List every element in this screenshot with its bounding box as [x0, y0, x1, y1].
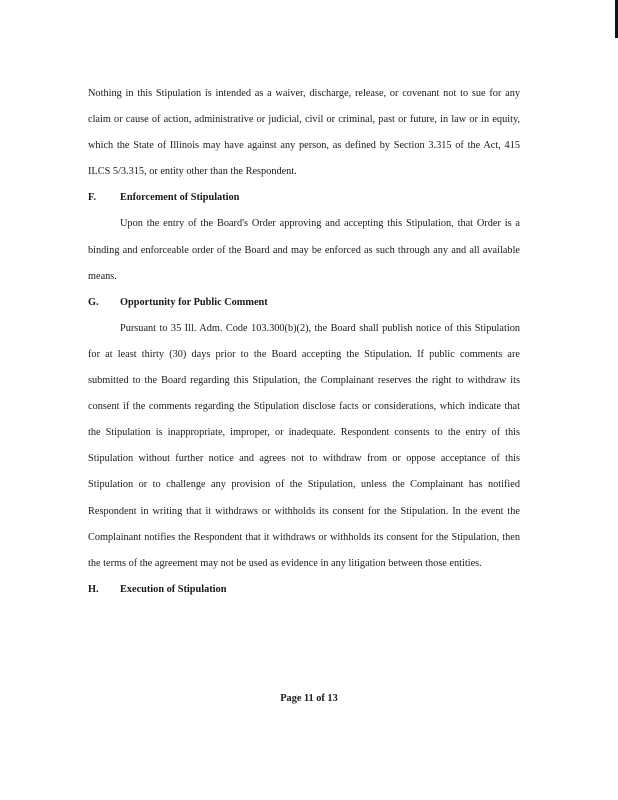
page-number: Page 11 of 13	[280, 693, 338, 704]
intro-paragraph: Nothing in this Stipulation is intended as a waiver, discharge, release, or covenant not to sue for any claim or cause of action, administrative or judicial, civil or criminal, past or future, in law or in equity, which the State of Illinois may have against any person, as defined by Section 3.315 of the Act, 415 ILCS 5/3.315, or entity other than the Respondent.	[88, 88, 520, 178]
section-f-title: Enforcement of Stipulation	[120, 192, 240, 204]
section-h-letter: H.	[88, 583, 99, 595]
section-f-body: Upon the entry of the Board's Order approving and accepting this Stipulation, that Order is a binding and enforceable order of the Board and may be enforced as such through any and all available means.	[88, 218, 520, 282]
section-g-letter: G.	[88, 296, 99, 308]
section-h-heading	[88, 577, 520, 603]
section-f-heading	[88, 185, 520, 211]
section-g-body: Pursuant to 35 Ill. Adm. Code 103.300(b)(2), the Board shall publish notice of this Stipulation for at least thirty (30) days prior to the Board accepting the Stipulation. If public comments are submitted to the Board regarding this Stipulation, the Complainant reserves the right to withdraw its consent if the comments regarding the Stipulation disclose facts or considerations, which indicate that the Stipulation is inappropriate, improper, or inadequate. Respondent consents to the entry of this Stipulation without further notice and agrees not to withdraw from or oppose acceptance of this Stipulation or to challenge any provision of the Stipulation, unless the Complainant has notified Respondent in writing that it withdraws or withholds its consent for the Stipulation. In the event the Complainant notifies the Respondent that it withdraws or withholds its consent for the Stipulation, then the terms of the agreement may not be used as evidence in any litigation between those entities.	[88, 322, 520, 569]
section-g-heading	[88, 290, 520, 316]
document-body	[88, 81, 520, 603]
section-g-title: Opportunity for Public Comment	[120, 296, 268, 308]
section-h-title: Execution of Stipulation	[120, 583, 227, 595]
section-f-letter: F.	[88, 192, 96, 204]
